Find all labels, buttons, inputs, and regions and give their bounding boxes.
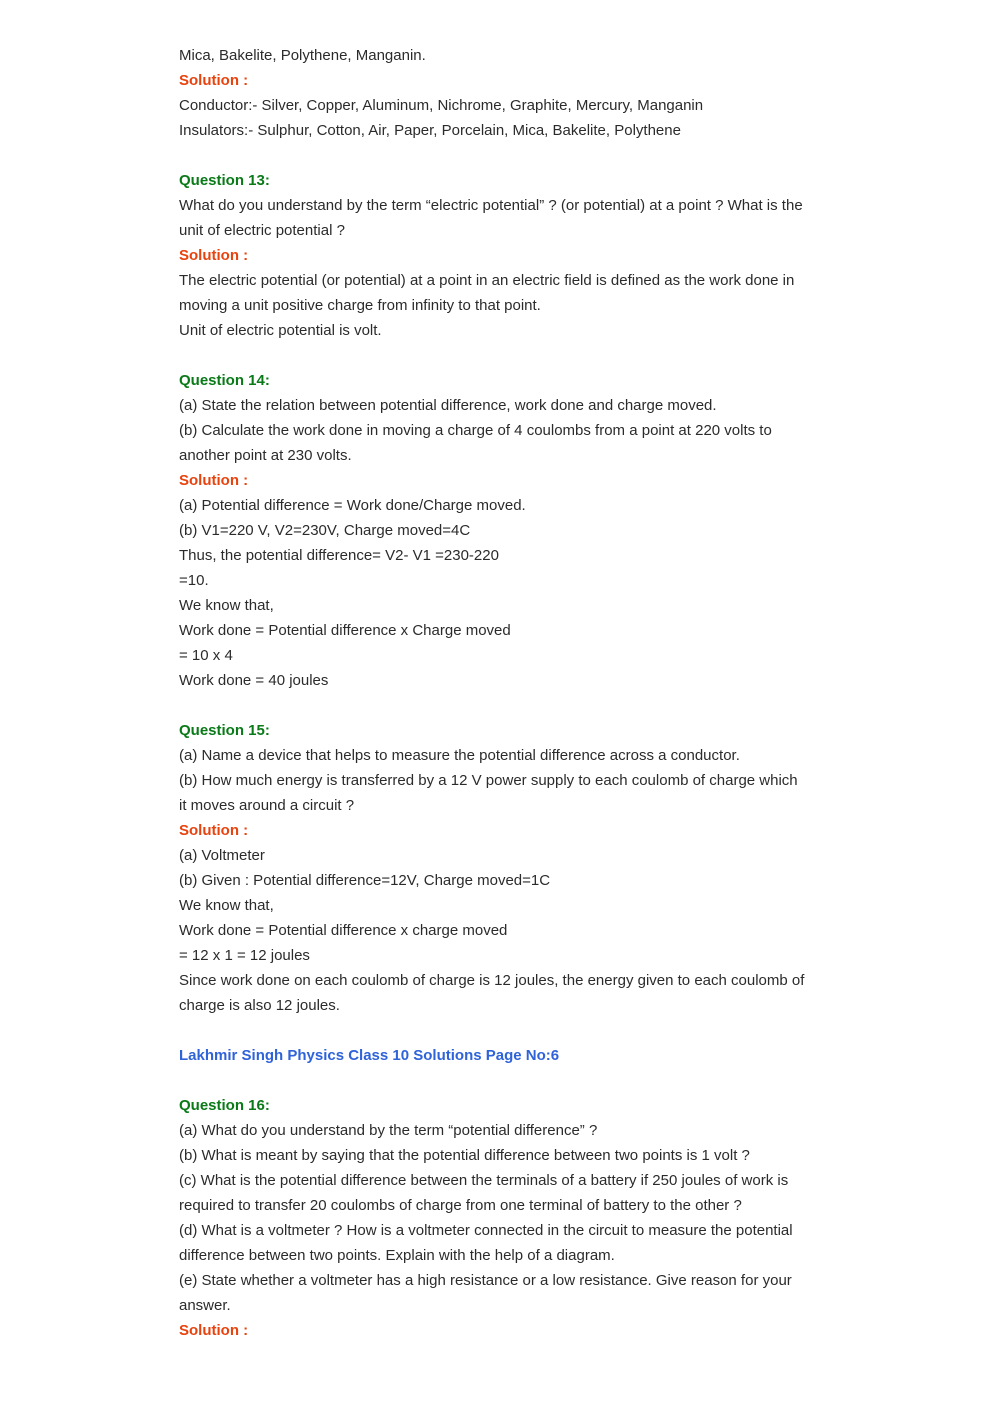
q13-solution-line: Unit of electric potential is volt. (179, 322, 382, 339)
q13-title: Question 13: (179, 172, 270, 189)
q16-question-line: (d) What is a voltmeter ? How is a voltmeter connected in the circuit to measure the potential (179, 1222, 793, 1239)
q15-title: Question 15: (179, 722, 270, 739)
q16-question-line: (b) What is meant by saying that the potential difference between two points is 1 volt ? (179, 1147, 750, 1164)
q16-question-line: required to transfer 20 coulombs of charge from one terminal of battery to the other ? (179, 1197, 742, 1214)
q15-solution-line: (b) Given : Potential difference=12V, Charge moved=1C (179, 872, 551, 889)
spacer (179, 143, 819, 168)
spacer (179, 693, 819, 718)
q15-solution-line: (a) Voltmeter (179, 847, 265, 864)
q14-solution-line: (b) V1=220 V, V2=230V, Charge moved=4C (179, 522, 471, 539)
q16-solution-label: Solution : (179, 1322, 249, 1339)
q14-question-line: (a) State the relation between potential difference, work done and charge moved. (179, 397, 717, 414)
q14-solution-line: Work done = Potential difference x Charge moved (179, 622, 511, 639)
document-page (179, 43, 819, 1343)
q15-solution-label: Solution : (179, 822, 249, 839)
q14-solution-line: (a) Potential difference = Work done/Charge moved. (179, 497, 526, 514)
q13-solution-line: The electric potential (or potential) at a point in an electric field is defined as the work done in (179, 272, 795, 289)
q12-solution-line: Conductor:- Silver, Copper, Aluminum, Nichrome, Graphite, Mercury, Manganin (179, 97, 704, 114)
page-number-link[interactable]: Lakhmir Singh Physics Class 10 Solutions Page No:6 (179, 1047, 560, 1064)
q12-continuation: Mica, Bakelite, Polythene, Manganin. (179, 47, 426, 64)
q16-question-line: answer. (179, 1297, 231, 1314)
q13-question-line: What do you understand by the term “electric potential” ? (or potential) at a point ? What is the (179, 197, 803, 214)
q12-solution-label: Solution : (179, 72, 249, 89)
q15-question-line: it moves around a circuit ? (179, 797, 355, 814)
q15-question-line: (a) Name a device that helps to measure the potential difference across a conductor. (179, 747, 740, 764)
q14-title: Question 14: (179, 372, 270, 389)
q13-solution-label: Solution : (179, 247, 249, 264)
spacer (179, 343, 819, 368)
q14-solution-line: Thus, the potential difference= V2- V1 =230-220 (179, 547, 499, 564)
q14-question-line: (b) Calculate the work done in moving a charge of 4 coulombs from a point at 220 volts to (179, 422, 772, 439)
q14-solution-line: We know that, (179, 597, 274, 614)
q14-solution-line: = 10 x 4 (179, 647, 233, 664)
q15-solution-line: We know that, (179, 897, 274, 914)
spacer (179, 1018, 819, 1043)
q13-solution-line: moving a unit positive charge from infinity to that point. (179, 297, 541, 314)
q14-solution-line: =10. (179, 572, 209, 589)
spacer (179, 1068, 819, 1093)
q13-question-line: unit of electric potential ? (179, 222, 345, 239)
q15-solution-line: charge is also 12 joules. (179, 997, 340, 1014)
q16-title: Question 16: (179, 1097, 270, 1114)
q14-question-line: another point at 230 volts. (179, 447, 352, 464)
q14-solution-label: Solution : (179, 472, 249, 489)
q14-solution-line: Work done = 40 joules (179, 672, 329, 689)
q15-solution-line: Work done = Potential difference x charge moved (179, 922, 508, 939)
q16-question-line: (e) State whether a voltmeter has a high resistance or a low resistance. Give reason for your (179, 1272, 792, 1289)
q12-solution-line: Insulators:- Sulphur, Cotton, Air, Paper, Porcelain, Mica, Bakelite, Polythene (179, 122, 681, 139)
q16-question-line: (a) What do you understand by the term “potential difference” ? (179, 1122, 598, 1139)
q16-question-line: (c) What is the potential difference between the terminals of a battery if 250 joules of work is (179, 1172, 789, 1189)
q15-question-line: (b) How much energy is transferred by a 12 V power supply to each coulomb of charge which (179, 772, 798, 789)
q16-question-line: difference between two points. Explain with the help of a diagram. (179, 1247, 615, 1264)
q15-solution-line: = 12 x 1 = 12 joules (179, 947, 310, 964)
q15-solution-line: Since work done on each coulomb of charge is 12 joules, the energy given to each coulomb of (179, 972, 805, 989)
